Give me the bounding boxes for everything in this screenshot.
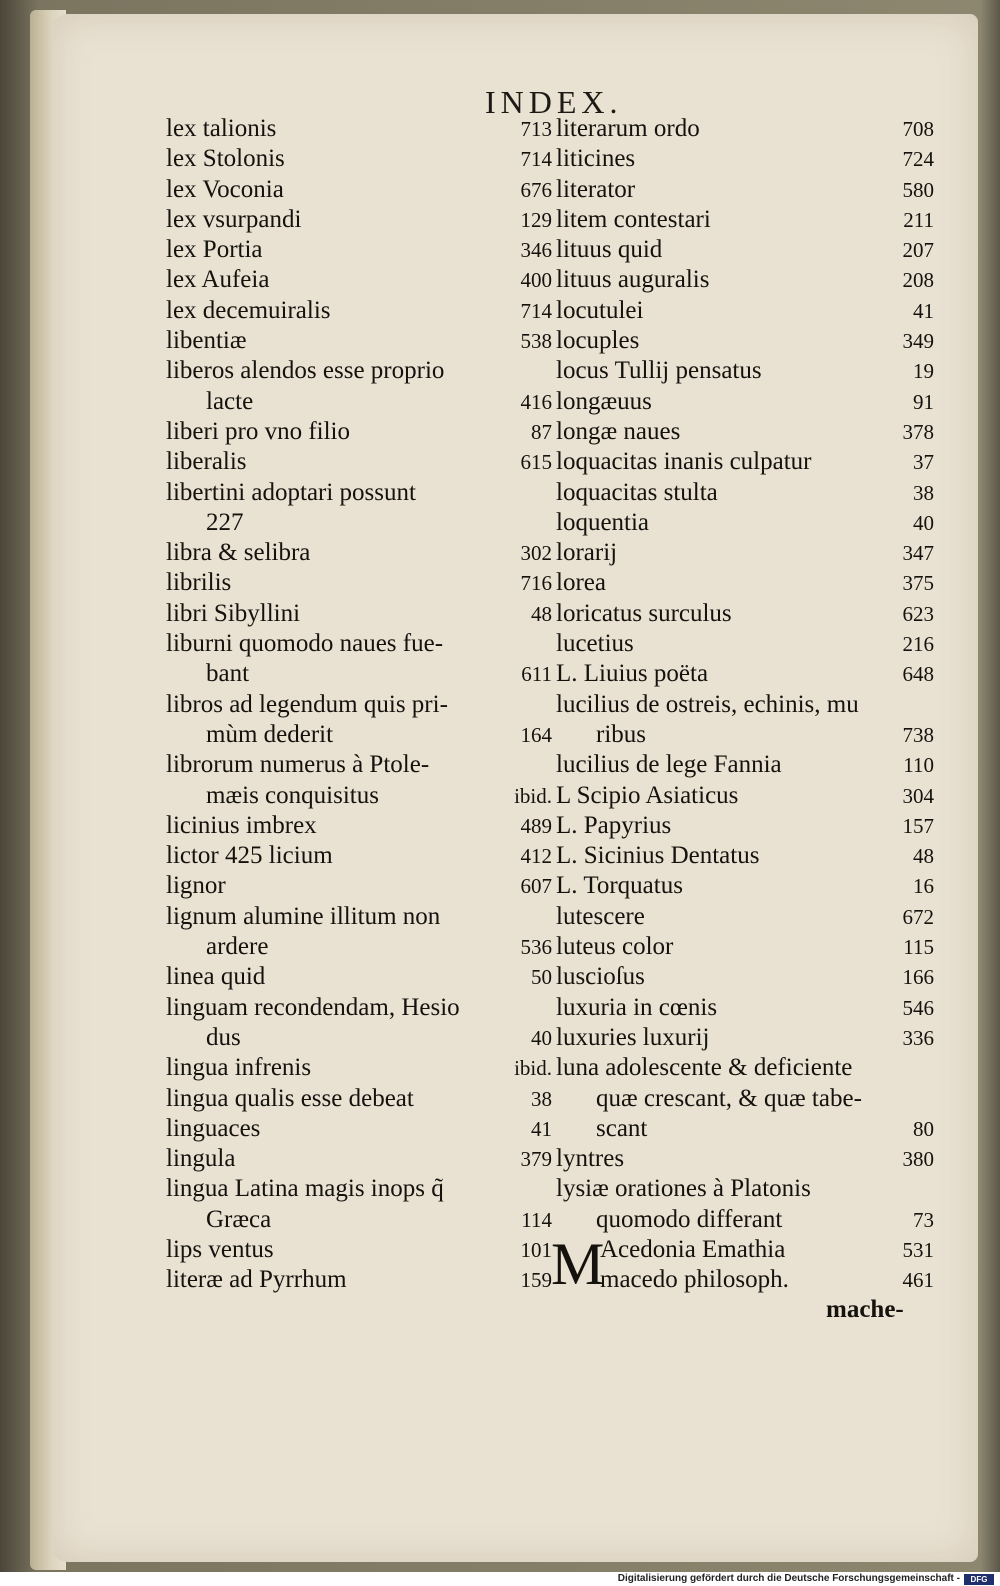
index-term: 227 — [206, 508, 244, 536]
index-column-left — [166, 114, 552, 1296]
index-entry — [166, 175, 552, 205]
index-term: mùm dederit — [206, 720, 334, 748]
index-entry — [556, 1144, 942, 1174]
page-reference: 379 — [520, 1147, 552, 1172]
page-reference: 708 — [902, 117, 934, 141]
page-reference: 157 — [902, 813, 934, 838]
page-reference: 38 — [531, 1086, 552, 1111]
page-reference: 672 — [902, 904, 934, 929]
page-reference: 16 — [913, 874, 934, 899]
index-entry — [166, 265, 552, 295]
index-term: locutulei — [556, 296, 644, 324]
index-entry — [556, 568, 942, 598]
index-term: lingua qualis esse debeat — [166, 1084, 414, 1112]
index-entry — [166, 447, 552, 477]
index-term: lucilius de ostreis, echinis, mu — [556, 690, 859, 718]
index-column-right — [556, 114, 942, 1296]
page-reference: 37 — [913, 450, 934, 475]
page-reference: 40 — [913, 510, 934, 535]
index-entry — [556, 175, 942, 205]
page-reference: 41 — [913, 298, 934, 323]
index-term: literator — [556, 175, 636, 203]
page-reference: 40 — [531, 1025, 552, 1050]
index-entry — [556, 114, 942, 144]
page-reference: 615 — [520, 450, 552, 475]
index-term: dus — [206, 1023, 241, 1051]
index-term: ribus — [596, 720, 646, 748]
index-term: quæ crescant, & quæ tabe- — [596, 1084, 862, 1112]
index-entry — [556, 265, 942, 295]
page-reference: 416 — [520, 389, 552, 414]
page-reference: 611 — [521, 662, 552, 687]
index-term: lips ventus — [166, 1235, 274, 1263]
index-entry — [556, 296, 942, 326]
index-entry — [166, 962, 552, 992]
index-term: locuples — [556, 327, 640, 355]
index-entry — [556, 326, 942, 356]
page-reference: 716 — [520, 571, 552, 596]
index-entry — [556, 690, 942, 720]
index-entry — [166, 144, 552, 174]
index-entry — [166, 568, 552, 598]
index-entry — [556, 750, 942, 780]
index-term: luna adolescente & deficiente — [556, 1054, 853, 1082]
index-term: licinius imbrex — [166, 811, 317, 839]
index-entry — [166, 114, 552, 144]
index-term: lingua infrenis — [166, 1054, 312, 1082]
index-term: lorarij — [556, 539, 618, 567]
index-entry — [556, 205, 942, 235]
index-term: longæ naues — [556, 417, 681, 445]
index-term: linguam recondendam, Hesio — [166, 993, 460, 1021]
index-entry — [166, 811, 552, 841]
index-entry — [556, 1053, 942, 1083]
page-reference: 336 — [902, 1025, 934, 1050]
page-reference: 91 — [913, 389, 934, 414]
index-entry — [556, 1023, 942, 1053]
index-entry — [166, 1265, 552, 1295]
index-term: lacte — [206, 387, 254, 415]
index-entry — [166, 508, 552, 538]
index-term: lex talionis — [166, 115, 277, 142]
index-entry — [556, 781, 942, 811]
index-term: librilis — [166, 569, 232, 597]
page-reference: 349 — [902, 329, 934, 354]
index-entry — [166, 1053, 552, 1083]
index-term: literæ ad Pyrrhum — [166, 1266, 347, 1294]
page-reference: 302 — [520, 541, 552, 566]
page-reference: 648 — [902, 662, 934, 687]
page-reference: 159 — [520, 1268, 552, 1293]
index-term: lingula — [166, 1145, 236, 1173]
index-term: luxuria in cœnis — [556, 993, 718, 1021]
index-entry — [556, 659, 942, 689]
index-entry — [166, 326, 552, 356]
index-entry — [166, 932, 552, 962]
page-reference: 607 — [520, 874, 552, 899]
page-reference: 73 — [913, 1207, 934, 1232]
index-term: L Scipio Asiaticus — [556, 781, 739, 809]
index-term: locus Tullij pensatus — [556, 357, 762, 385]
index-entry — [166, 659, 552, 689]
index-entry — [166, 356, 552, 386]
page-reference: 114 — [521, 1207, 552, 1232]
index-entry — [166, 781, 552, 811]
page-reference: 207 — [902, 238, 934, 263]
index-entry — [556, 387, 942, 417]
page-reference: 166 — [902, 965, 934, 990]
index-term: luteus color — [556, 933, 674, 961]
page-reference: 714 — [520, 298, 552, 323]
index-entry — [556, 871, 942, 901]
page-reference: 110 — [903, 753, 934, 778]
index-entry — [556, 962, 942, 992]
index-term: libra & selibra — [166, 539, 311, 567]
page-reference: ibid. — [514, 1056, 552, 1081]
drop-cap-letter: M — [551, 1231, 605, 1297]
index-entry — [166, 296, 552, 326]
index-entry — [166, 478, 552, 508]
page-reference: 41 — [531, 1116, 552, 1141]
page-reference: 580 — [902, 177, 934, 202]
index-term: lyntres — [556, 1145, 625, 1173]
index-term: loquentia — [556, 508, 650, 536]
page-reference: 738 — [902, 722, 934, 747]
page-reference: 208 — [902, 268, 934, 293]
page-reference: 115 — [903, 935, 934, 960]
index-entry — [166, 235, 552, 265]
index-term: liberos alendos esse proprio — [166, 357, 445, 385]
index-term: L. Papyrius — [556, 811, 672, 839]
index-term: lucilius de lege Fannia — [556, 751, 782, 779]
dfg-logo-icon: DFG — [964, 1574, 994, 1585]
index-term: bant — [206, 660, 250, 688]
catchword: mache- — [826, 1296, 904, 1323]
index-term: scant — [596, 1114, 648, 1142]
index-entry — [556, 417, 942, 447]
index-entry — [556, 993, 942, 1023]
index-entry — [166, 538, 552, 568]
page-reference: 713 — [520, 117, 552, 141]
index-term: linguaces — [166, 1114, 261, 1142]
index-term: linea quid — [166, 963, 266, 991]
index-entry — [166, 993, 552, 1023]
index-entry — [166, 599, 552, 629]
index-entry — [556, 599, 942, 629]
index-term: Græca — [206, 1205, 272, 1233]
index-entry — [166, 1235, 552, 1265]
index-entry — [166, 871, 552, 901]
index-term: luxuries luxurij — [556, 1023, 710, 1051]
index-term: libri Sibyllini — [166, 599, 301, 627]
index-term: lictor 425 licium — [166, 842, 333, 870]
index-entry — [556, 629, 942, 659]
index-entry — [166, 417, 552, 447]
index-entry — [556, 508, 942, 538]
index-entry — [166, 720, 552, 750]
index-entry — [166, 750, 552, 780]
index-term: librorum numerus à Ptole- — [166, 751, 430, 779]
index-entry — [556, 356, 942, 386]
index-entry — [556, 932, 942, 962]
index-entry — [166, 1023, 552, 1053]
index-entry — [556, 1265, 942, 1295]
index-entry — [166, 1144, 552, 1174]
index-term: L. Sicinius Dentatus — [556, 842, 760, 870]
page-reference: 346 — [520, 238, 552, 263]
index-term: lex Aufeia — [166, 266, 270, 294]
page-reference: 375 — [902, 571, 934, 596]
page-reference: 531 — [902, 1237, 934, 1262]
index-term: lutescere — [556, 902, 645, 930]
index-term: lex Voconia — [166, 175, 284, 203]
index-entry — [166, 205, 552, 235]
index-entry — [556, 447, 942, 477]
page-reference: 724 — [902, 147, 934, 172]
index-entry — [556, 144, 942, 174]
index-term: lucetius — [556, 630, 634, 658]
page-reference: 400 — [520, 268, 552, 293]
index-term: lingua Latina magis inops q̃ — [166, 1175, 444, 1203]
page-reference: 38 — [913, 480, 934, 505]
page-reference: 48 — [913, 844, 934, 869]
index-term: libertini adoptari possunt — [166, 478, 416, 506]
index-entry — [556, 841, 942, 871]
page-reference: 87 — [531, 419, 552, 444]
index-entry — [556, 720, 942, 750]
page-reference: 489 — [520, 813, 552, 838]
index-term: quomodo differant — [596, 1205, 783, 1233]
index-entry — [166, 690, 552, 720]
page-reference: 304 — [902, 783, 934, 808]
index-term: lex Stolonis — [166, 145, 285, 173]
index-term: loquacitas inanis culpatur — [556, 448, 812, 476]
index-term: lituus auguralis — [556, 266, 710, 294]
index-term: Acedonia Emathia — [600, 1235, 786, 1263]
page-reference: 714 — [520, 147, 552, 172]
index-term: liburni quomodo naues fue- — [166, 630, 444, 658]
index-term: macedo philosoph. — [600, 1266, 789, 1294]
page-reference: 676 — [520, 177, 552, 202]
page-reference: 216 — [902, 632, 934, 657]
index-term: ardere — [206, 933, 269, 961]
index-term: lignum alumine illitum non — [166, 902, 441, 930]
index-term: loquacitas stulta — [556, 478, 718, 506]
index-entry — [556, 235, 942, 265]
index-entry — [166, 902, 552, 932]
index-entry — [166, 629, 552, 659]
page-reference: 50 — [531, 965, 552, 990]
page-reference: ibid. — [514, 783, 552, 808]
index-term: literarum ordo — [556, 115, 700, 142]
page-reference: 164 — [520, 722, 552, 747]
page-reference: 538 — [520, 329, 552, 354]
index-term: lituus quid — [556, 236, 663, 264]
page-reference: 536 — [520, 935, 552, 960]
index-term: libros ad legendum quis pri- — [166, 690, 448, 718]
page-reference: 380 — [902, 1147, 934, 1172]
index-term: libentiæ — [166, 327, 247, 355]
index-term: loricatus surculus — [556, 599, 732, 627]
page-reference: 80 — [913, 1116, 934, 1141]
index-term: litem contestari — [556, 205, 711, 233]
index-term: L. Liuius poëta — [556, 660, 709, 688]
index-term: lex decemuiralis — [166, 296, 331, 324]
index-entry — [556, 478, 942, 508]
index-entry — [166, 1114, 552, 1144]
index-term: lorea — [556, 569, 606, 597]
index-term: liberalis — [166, 448, 247, 476]
index-term: lignor — [166, 872, 226, 900]
index-entry — [556, 1205, 942, 1235]
page-reference: 412 — [520, 844, 552, 869]
page-reference: 19 — [913, 359, 934, 384]
index-entry — [166, 1205, 552, 1235]
index-entry — [556, 1174, 942, 1204]
page-reference: 623 — [902, 601, 934, 626]
index-entry — [166, 1174, 552, 1204]
index-entry — [166, 387, 552, 417]
index-term: lex Portia — [166, 236, 263, 264]
index-entry — [166, 1084, 552, 1114]
index-entry — [556, 1084, 942, 1114]
page-reference: 101 — [520, 1237, 552, 1262]
page-reference: 378 — [902, 419, 934, 444]
page-reference: 48 — [531, 601, 552, 626]
index-term: liberi pro vno filio — [166, 417, 350, 445]
page-reference: 461 — [902, 1268, 934, 1293]
funding-credit: Digitalisierung gefördert durch die Deutsche Forschungsgemeinschaft - — [617, 1573, 960, 1584]
page-reference: 129 — [520, 207, 552, 232]
index-entry — [556, 902, 942, 932]
index-term: lex vsurpandi — [166, 205, 302, 233]
page-reference: 347 — [902, 541, 934, 566]
index-entry — [556, 1235, 942, 1265]
index-term: mæis conquisitus — [206, 781, 379, 809]
index-entry — [556, 1114, 942, 1144]
page-title: INDEX. — [485, 84, 623, 120]
index-term: lysiæ orationes à Platonis — [556, 1175, 811, 1203]
page-reference: 546 — [902, 995, 934, 1020]
index-term: luscioſus — [556, 963, 645, 991]
page-reference: 211 — [903, 207, 934, 232]
index-entry — [166, 841, 552, 871]
index-term: L. Torquatus — [556, 872, 683, 900]
index-term: longæuus — [556, 387, 652, 415]
index-entry — [556, 538, 942, 568]
index-entry — [556, 811, 942, 841]
index-term: liticines — [556, 145, 636, 173]
